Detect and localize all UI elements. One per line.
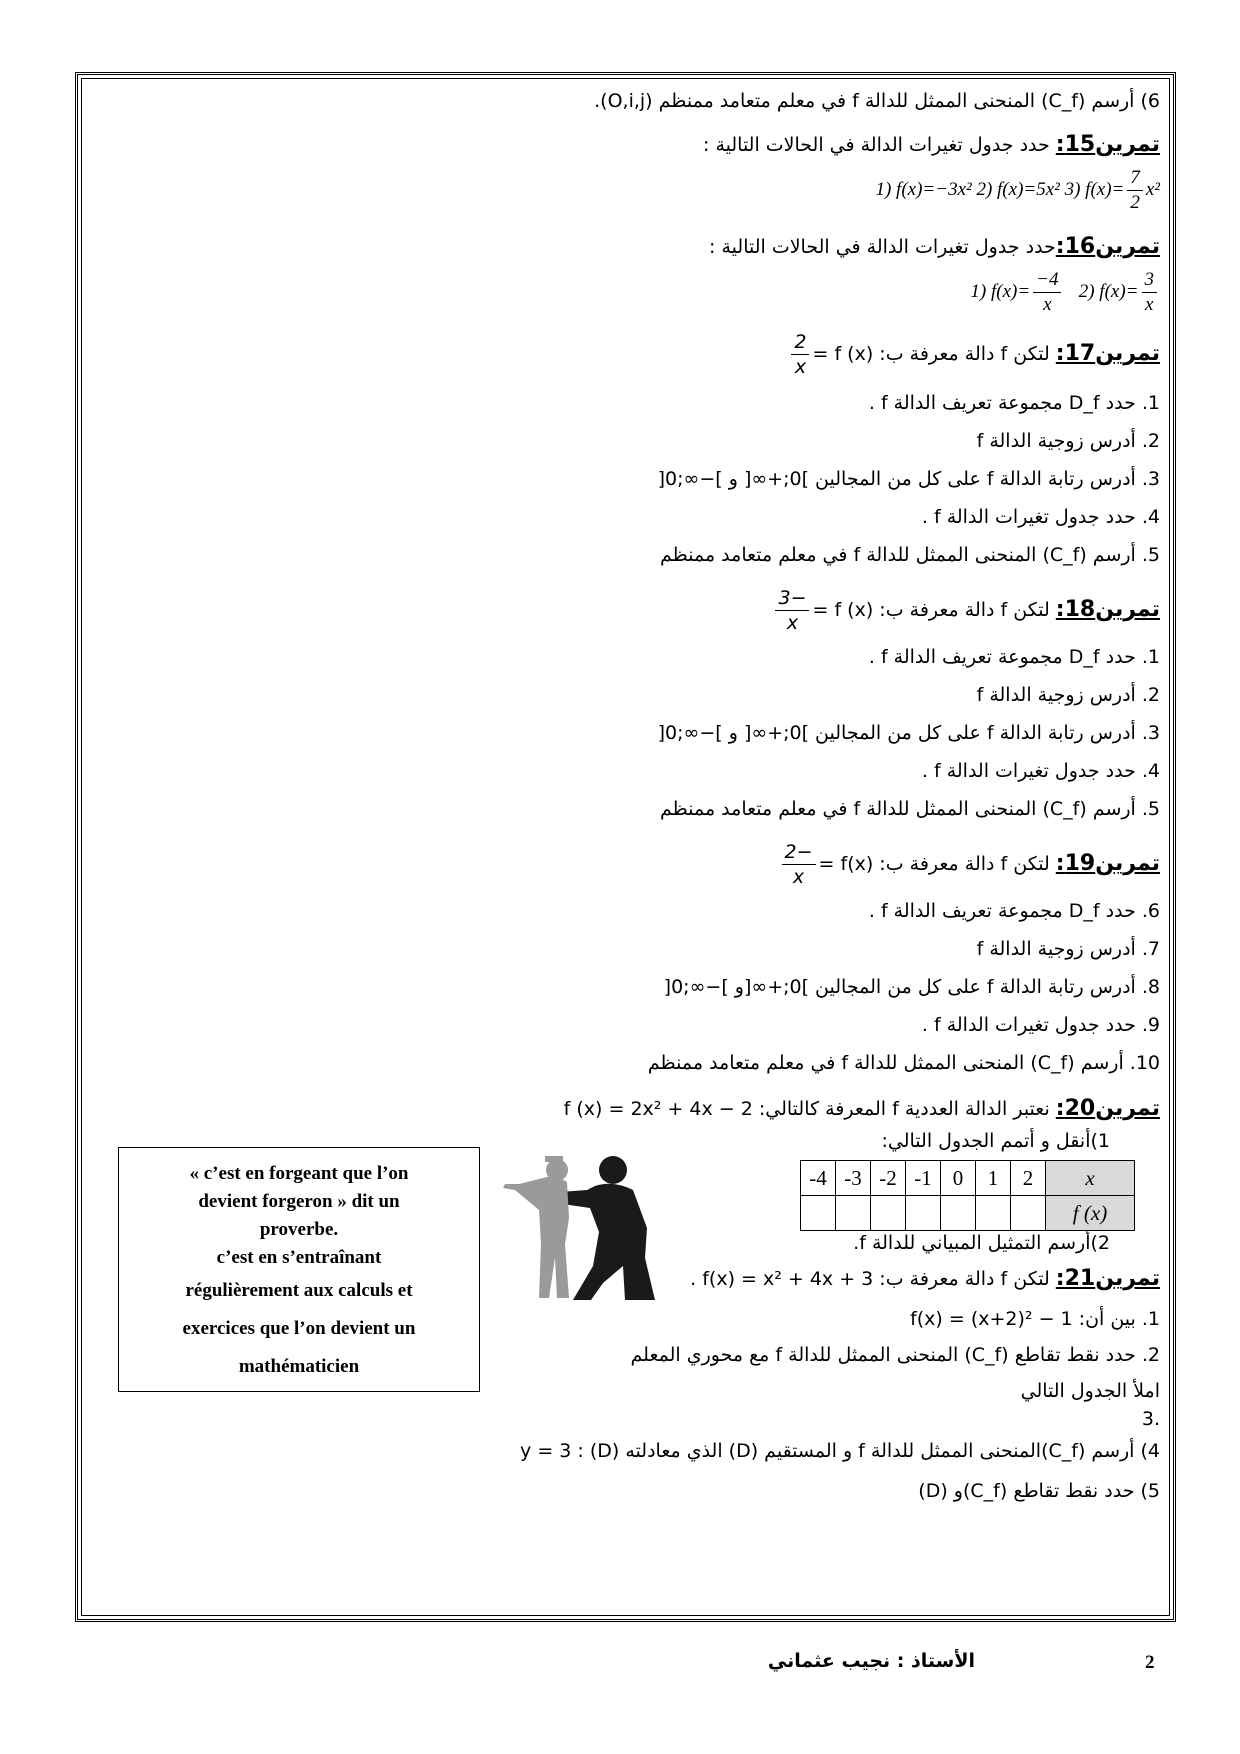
ex16-b-fraction: $\frac{3}{x}$ xyxy=(1142,268,1158,317)
ex16-title: تمرين16: xyxy=(1055,234,1160,259)
ex20-values-table xyxy=(800,1160,1135,1231)
table-row xyxy=(801,1161,1135,1196)
quote-line: proverbe. xyxy=(259,1219,339,1240)
ex20-title: تمرين20: xyxy=(1055,1096,1160,1121)
fx-empty-cell xyxy=(941,1196,976,1231)
ex19-fraction: $\frac{-2}{x}$ xyxy=(782,840,816,889)
ex16-b-label: 2) f(x)= xyxy=(1078,280,1139,302)
ex19-item-10: 10. أرسم (C_f) المنحنى الممثل للدالة f في معلم متعامد ممنظم xyxy=(647,1052,1160,1074)
fx-empty-cell xyxy=(976,1196,1011,1231)
ex21-title: تمرين21: xyxy=(1055,1266,1160,1291)
ex15-tail: x² xyxy=(1145,178,1160,200)
ex15-fraction: $\frac{7}{2}$ xyxy=(1127,166,1143,215)
ex19-item-6: 6. حدد D_f مجموعة تعريف الدالة f . xyxy=(868,900,1160,922)
quote-line: « c’est en forgeant que l’on xyxy=(189,1163,409,1184)
ex19-item-7: 7. أدرس زوجية الدالة f xyxy=(976,938,1160,960)
ex21-item-5: 5) حدد نقط تقاطع (C_f)و (D) xyxy=(918,1480,1160,1502)
x-value-cell: -3 xyxy=(836,1161,871,1196)
ex21-text: لتكن f دالة معرفة ب: f(x) = x² + 4x + 3 . xyxy=(690,1268,1056,1290)
x-value-cell: 1 xyxy=(976,1161,1011,1196)
ex19-text: لتكن f دالة معرفة ب: f(x) = xyxy=(818,853,1056,875)
ex17-item-3: 3. أدرس رتابة الدالة f على كل من المجالين ]0;+∞[ و ]−∞;0[ xyxy=(657,468,1160,490)
x-value-cell: -1 xyxy=(906,1161,941,1196)
quote-line: c’est en s’entraînant xyxy=(216,1247,382,1268)
x-value-cell: -2 xyxy=(871,1161,906,1196)
ex17-item-4: 4. حدد جدول تغيرات الدالة f . xyxy=(921,506,1160,528)
ex17-text: لتكن f دالة معرفة ب: f (x) = xyxy=(812,343,1056,365)
x-value-cell: 2 xyxy=(1011,1161,1046,1196)
fx-empty-cell xyxy=(1011,1196,1046,1231)
ex16-a-fraction: $\frac{-4}{x}$ xyxy=(1033,268,1061,317)
x-value-cell: 0 xyxy=(941,1161,976,1196)
ex18-item-3: 3. أدرس رتابة الدالة f على كل من المجالين ]0;+∞[ و ]−∞;0[ xyxy=(657,722,1160,744)
ex21-item-3b: .3 xyxy=(1141,1408,1160,1430)
fx-header-cell: f (x) xyxy=(1046,1196,1135,1231)
ex20-item-1: 1)أنقل و أتمم الجدول التالي: xyxy=(881,1130,1110,1152)
ex21-item-4: 4) أرسم (C_f)المنحنى الممثل للدالة f و المستقيم (D) الذي معادلته (D) : y = 3 xyxy=(520,1440,1160,1462)
table-row xyxy=(801,1196,1135,1231)
fx-empty-cell xyxy=(801,1196,836,1231)
ex18-item-5: 5. أرسم (C_f) المنحنى الممثل للدالة f في معلم متعامد ممنظم xyxy=(660,798,1160,820)
ex17-fraction: $\frac{2}{x}$ xyxy=(791,330,809,379)
ex15-title: تمرين15: xyxy=(1055,132,1160,157)
ex19-item-9: 9. حدد جدول تغيرات الدالة f . xyxy=(921,1014,1160,1036)
ex17-title: تمرين17: xyxy=(1055,341,1160,366)
ex15-items: 1) f(x)=−3x² 2) f(x)=5x² 3) f(x)= xyxy=(875,178,1125,200)
quote-line: régulièrement aux calculs et xyxy=(185,1280,413,1301)
ex16-a-label: 1) f(x)= xyxy=(970,280,1031,302)
ex19-title: تمرين19: xyxy=(1055,851,1160,876)
fx-empty-cell xyxy=(871,1196,906,1231)
ex21-header xyxy=(690,1266,1160,1291)
ex17-header xyxy=(788,330,1160,379)
ex18-fraction: $\frac{-3}{x}$ xyxy=(775,586,809,635)
x-header-cell: x xyxy=(1046,1161,1135,1196)
ex18-item-1: 1. حدد D_f مجموعة تعريف الدالة f . xyxy=(868,646,1160,668)
ex16-functions xyxy=(970,268,1160,317)
ex17-item-1: 1. حدد D_f مجموعة تعريف الدالة f . xyxy=(868,392,1160,414)
ex14-item-6: 6) أرسم (C_f) المنحنى الممثل للدالة f في معلم متعامد ممنظم (O,i,j). xyxy=(594,90,1160,112)
ex20-text: نعتبر الدالة العددية f المعرفة كالتالي: f (x) = 2x² + 4x − 2 xyxy=(563,1098,1056,1120)
ex18-text: لتكن f دالة معرفة ب: f (x) = xyxy=(812,599,1056,621)
footer-author: الأستاذ : نجيب عثماني xyxy=(767,1650,975,1672)
fx-empty-cell xyxy=(836,1196,871,1231)
ex16-text: حدد جدول تغيرات الدالة في الحالات التالية : xyxy=(709,236,1056,258)
ex21-item-3a: املأ الجدول التالي xyxy=(1020,1380,1160,1402)
quote-line: devient forgeron » dit un xyxy=(198,1191,400,1212)
ex15-text: حدد جدول تغيرات الدالة في الحالات التالية : xyxy=(703,134,1056,156)
ex15-functions xyxy=(875,166,1160,215)
ex18-title: تمرين18: xyxy=(1055,597,1160,622)
quote-line: exercices que l’on devient un xyxy=(182,1318,416,1339)
footer-page-number: 2 xyxy=(1145,1652,1155,1673)
ex19-header xyxy=(779,840,1160,889)
ex18-item-4: 4. حدد جدول تغيرات الدالة f . xyxy=(921,760,1160,782)
ex18-item-2: 2. أدرس زوجية الدالة f xyxy=(976,684,1160,706)
ex19-item-8: 8. أدرس رتابة الدالة f على كل من المجالين ]0;+∞[و ]−∞;0[ xyxy=(663,976,1160,998)
ex17-item-2: 2. أدرس زوجية الدالة f xyxy=(976,430,1160,452)
ex17-item-5: 5. أرسم (C_f) المنحنى الممثل للدالة f في معلم متعامد ممنظم xyxy=(660,544,1160,566)
ex20-header xyxy=(564,1096,1160,1121)
x-value-cell: -4 xyxy=(801,1161,836,1196)
fx-empty-cell xyxy=(906,1196,941,1231)
ex21-item-1: 1. بين أن: f(x) = (x+2)² − 1 xyxy=(910,1308,1160,1330)
quote-line: mathématicien xyxy=(238,1356,360,1377)
ex20-item-2: 2)أرسم التمثيل المبياني للدالة f. xyxy=(853,1232,1110,1254)
ex18-header xyxy=(772,586,1160,635)
ex16-header xyxy=(709,234,1160,259)
ex21-item-2: 2. حدد نقط تقاطع (C_f) المنحنى الممثل للدالة f مع محوري المعلم xyxy=(630,1344,1160,1366)
motivational-quote-box xyxy=(118,1147,480,1392)
ex15-header xyxy=(703,132,1160,157)
teacher-child-silhouette-image xyxy=(495,1148,665,1303)
